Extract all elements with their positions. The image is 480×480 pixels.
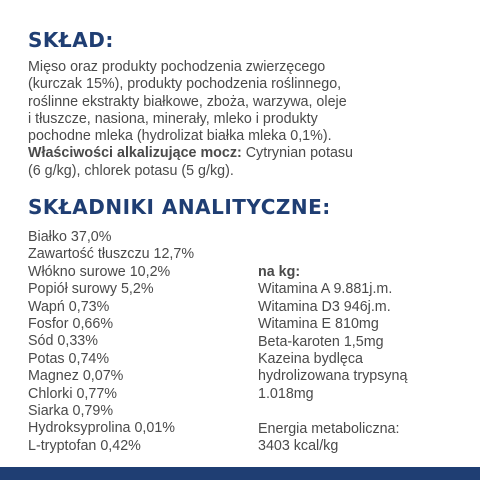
- composition-line: pochodne mleka (hydrolizat białka mleka 0,1%).: [28, 128, 332, 145]
- additive-item: hydrolizowana trypsyną: [258, 368, 408, 385]
- alkalizing-text: Cytrynian potasu: [241, 145, 354, 162]
- bottom-bar: [0, 467, 480, 480]
- energy-label: Energia metaboliczna:: [258, 420, 400, 437]
- nutrient-item: Magnez 0,07%: [28, 368, 124, 385]
- nutrient-item: Potas 0,74%: [28, 350, 110, 367]
- alkalizing-label: Właściwości alkalizujące mocz:: [28, 145, 242, 162]
- composition-line: (kurczak 15%), produkty pochodzenia roślinnego,: [28, 76, 342, 93]
- additive-item: Witamina D3 946j.m.: [258, 298, 391, 315]
- composition-line: roślinne ekstrakty białkowe, zboża, warzywa, oleje: [28, 93, 347, 110]
- nutrient-item: Włókno surowe 10,2%: [28, 263, 171, 280]
- nutrient-list: [28, 229, 194, 455]
- nutrient-item: Fosfor 0,66%: [28, 316, 114, 333]
- analytical-heading: SKŁADNIKI ANALITYCZNE:: [28, 195, 331, 219]
- nutrient-item: Sód 0,33%: [28, 333, 98, 350]
- nutrient-item: Popiół surowy 5,2%: [28, 281, 154, 298]
- nutrient-item: Zawartość tłuszczu 12,7%: [28, 246, 195, 263]
- composition-line: i tłuszcze, nasiona, minerały, mleko i produkty: [28, 110, 318, 127]
- nutrient-item: Chlorki 0,77%: [28, 385, 117, 402]
- nutrient-item: Hydroksyprolina 0,01%: [28, 420, 176, 437]
- alkalizing-line: [28, 145, 458, 162]
- composition-line: Mięso oraz produkty pochodzenia zwierzęcego: [28, 59, 326, 75]
- composition-heading: SKŁAD:: [28, 28, 114, 52]
- additive-list: [258, 264, 407, 455]
- additive-item: Witamina E 810mg: [258, 316, 379, 333]
- per-kg-label: na kg:: [258, 264, 301, 280]
- nutrient-item: Siarka 0,79%: [28, 403, 114, 420]
- alkalizing-line-2: (6 g/kg), chlorek potasu (5 g/kg).: [28, 162, 234, 179]
- nutrient-item: L-tryptofan 0,42%: [28, 437, 141, 454]
- additive-item: Kazeina bydlęca: [258, 351, 363, 368]
- additive-item: 1.018mg: [258, 385, 314, 402]
- composition-paragraph: [28, 59, 458, 180]
- additive-item: Beta-karoten 1,5mg: [258, 333, 384, 350]
- spacer: [258, 403, 407, 420]
- nutrient-item: Wapń 0,73%: [28, 298, 110, 315]
- nutrient-item: Białko 37,0%: [28, 229, 112, 245]
- additive-item: Witamina A 9.881j.m.: [258, 281, 393, 298]
- energy-value: 3403 kcal/kg: [258, 438, 339, 455]
